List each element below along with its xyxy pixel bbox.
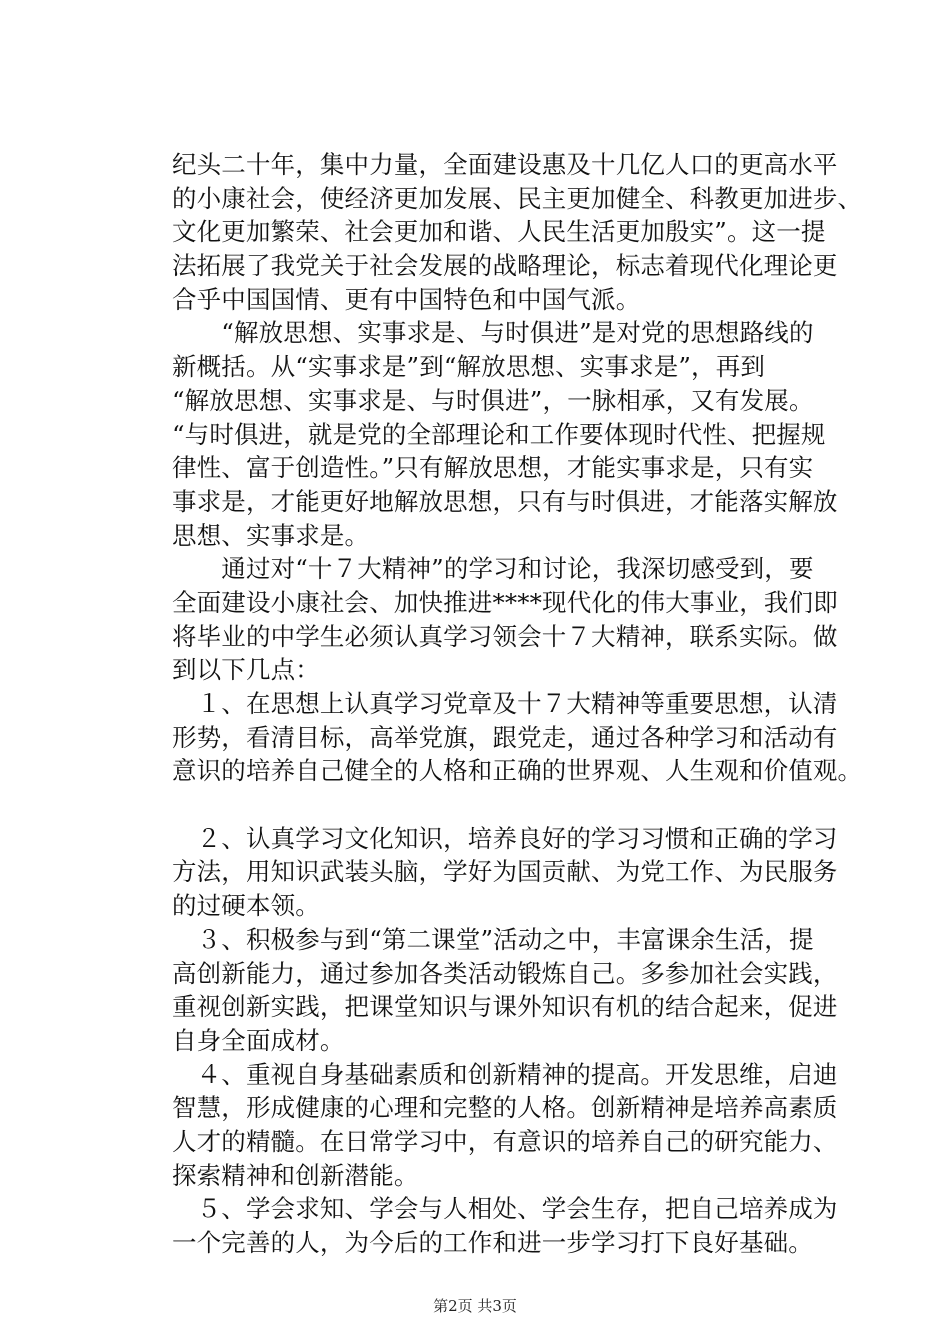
text-line: 通过对“十７大精神”的学习和讨论，我深切感受到，要 [172, 554, 814, 584]
text-line: 人才的精髓。在日常学习中，有意识的培养自己的研究能力、 [172, 1126, 838, 1156]
text-line: ４、重视自身基础素质和创新精神的提高。开发思维，启迪 [172, 1059, 838, 1089]
text-line: 智慧，形成健康的心理和完整的人格。创新精神是培养高素质 [172, 1093, 838, 1123]
text-line: 思想、实事求是。 [172, 520, 370, 550]
text-line: “解放思想、实事求是、与时俱进”，一脉相承，又有发展。 [172, 385, 814, 415]
text-line: 自身全面成材。 [172, 1025, 345, 1055]
text-line: 合乎中国国情、更有中国特色和中国气派。 [172, 284, 641, 314]
text-line: 一个完善的人，为今后的工作和进一步学习打下良好基础。 [172, 1228, 813, 1257]
text-line: 律性、富于创造性。”只有解放思想，才能实事求是，只有实 [172, 453, 814, 483]
text-line: １、在思想上认真学习党章及十７大精神等重要思想，认清 [172, 689, 838, 718]
text-line: “解放思想、实事求是、与时俱进”是对党的思想路线的 [172, 318, 814, 348]
text-line: 的小康社会，使经济更加发展、民主更加健全、科教更加进步、 [172, 183, 863, 213]
page-footer: 第2页 共3页 [433, 1297, 517, 1315]
text-line: 意识的培养自己健全的人格和正确的世界观、人生观和价值观。 [172, 756, 863, 786]
text-line: 新概括。从“实事求是”到“解放思想、实事求是”，再到 [172, 352, 765, 382]
text-line: 方法，用知识武装头脑，学好为国贡献、为党工作、为民服务 [172, 857, 838, 887]
text-line: ３、积极参与到“第二课堂”活动之中，丰富课余生活，提 [172, 924, 814, 954]
text-line: “与时俱进，就是党的全部理论和工作要体现时代性、把握规 [172, 419, 826, 449]
text-line: ２、认真学习文化知识，培养良好的学习习惯和正确的学习 [172, 823, 838, 853]
text-line: 将毕业的中学生必须认真学习领会十７大精神，联系实际。做 [172, 621, 838, 651]
text-line: 到以下几点： [172, 655, 320, 685]
text-line: 事求是，才能更好地解放思想，只有与时俱进，才能落实解放 [172, 486, 838, 516]
text-line: 重视创新实践，把课堂知识与课外知识有机的结合起来，促进 [172, 992, 838, 1022]
text-line: 纪头二十年，集中力量，全面建设惠及十几亿人口的更高水平 [172, 150, 838, 179]
blank-line [172, 788, 804, 822]
text-line: 的过硬本领。 [172, 891, 320, 921]
document-body [172, 148, 863, 1260]
text-line: 全面建设小康社会、加快推进****现代化的伟大事业，我们即 [172, 587, 838, 617]
text-line: 探索精神和创新潜能。 [172, 1160, 419, 1190]
text-line: 法拓展了我党关于社会发展的战略理论，标志着现代化理论更 [172, 251, 838, 281]
text-line: 文化更加繁荣、社会更加和谐、人民生活更加殷实”。这一提 [172, 217, 826, 247]
text-line: 高创新能力，通过参加各类活动锻炼自己。多参加社会实践， [172, 958, 838, 988]
text-line: ５、学会求知、学会与人相处、学会生存，把自己培养成为 [172, 1194, 838, 1224]
text-line: 形势，看清目标，高举党旗，跟党走，通过各种学习和活动有 [172, 722, 838, 752]
